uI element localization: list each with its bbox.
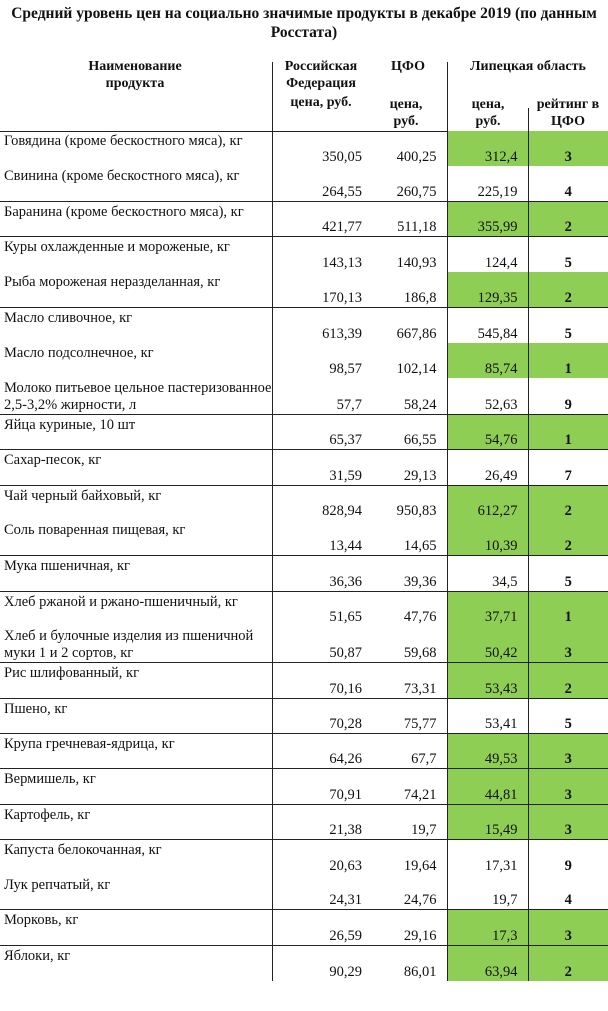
cfo-price-cell: 66,55 <box>372 415 447 450</box>
lipetsk-rank-cell: 4 <box>528 875 608 910</box>
lipetsk-rank-cell: 5 <box>528 556 608 591</box>
product-name-cell: Рыба мороженая неразделанная, кг <box>0 272 272 307</box>
table-row <box>0 237 608 272</box>
cfo-price-cell: 186,8 <box>372 272 447 307</box>
table-row <box>0 307 608 342</box>
rf-price-cell: 21,38 <box>272 804 372 839</box>
rf-price-cell: 20,63 <box>329 857 362 874</box>
cfo-price-cell: 29,16 <box>372 910 447 945</box>
rf-price-cell: 70,91 <box>272 769 372 804</box>
lipetsk-rank-cell: 2 <box>528 272 608 307</box>
rf-price-cell: 613,39 <box>322 325 362 342</box>
cfo-price-cell: 86,01 <box>372 945 447 980</box>
lipetsk-price-cell: 49,53 <box>447 733 528 768</box>
rf-price-cell: 264,55 <box>272 166 372 201</box>
divider <box>272 62 273 132</box>
product-name-cell: Мука пшеничная, кг <box>0 556 272 591</box>
lipetsk-price-cell: 225,19 <box>447 166 528 201</box>
cfo-price-cell: 67,7 <box>372 733 447 768</box>
table-row <box>0 663 608 698</box>
table-row <box>0 698 608 733</box>
lipetsk-rank-cell: 1 <box>528 343 608 378</box>
lipetsk-price-cell: 53,41 <box>447 698 528 733</box>
lipetsk-price-cell: 54,76 <box>447 415 528 450</box>
cfo-price-cell: 59,68 <box>372 626 447 663</box>
rf-price-cell: 90,29 <box>329 963 362 980</box>
product-name-cell: Баранина (кроме бескостного мяса), кг <box>0 202 272 237</box>
lipetsk-rank-cell: 1 <box>528 415 608 450</box>
cfo-price-cell: 19,7 <box>372 804 447 839</box>
lipetsk-rank-cell: 9 <box>564 857 572 874</box>
table-row <box>0 626 608 663</box>
rf-price-cell: 70,16 <box>272 663 372 698</box>
rf-price-cell: 57,7 <box>272 378 372 415</box>
product-name-cell: Лук репчатый, кг <box>0 875 272 910</box>
table-row <box>0 591 608 626</box>
table-row <box>0 945 608 980</box>
cfo-price-cell: 667,86 <box>372 307 447 342</box>
product-name-cell: Картофель, кг <box>0 804 272 839</box>
product-name-cell: Масло подсолнечное, кг <box>0 343 272 378</box>
table-row <box>0 272 608 307</box>
table-row <box>0 556 608 591</box>
cfo-price-cell: 400,25 <box>372 131 447 166</box>
lipetsk-rank-cell: 5 <box>564 325 572 342</box>
cfo-price-cell: 73,31 <box>372 663 447 698</box>
rf-price-cell: 51,65 <box>329 609 362 626</box>
cfo-price-cell: 19,64 <box>372 839 447 874</box>
lipetsk-price-cell: 10,39 <box>447 520 528 555</box>
cfo-price-cell: 74,21 <box>372 769 447 804</box>
lipetsk-price-cell: 15,49 <box>447 804 528 839</box>
lipetsk-rank-cell: 4 <box>528 166 608 201</box>
lipetsk-price-cell: 34,5 <box>447 556 528 591</box>
lipetsk-rank-cell: 3 <box>528 769 608 804</box>
lipetsk-rank-cell: 1 <box>528 591 608 626</box>
lipetsk-rank-cell: 3 <box>528 804 608 839</box>
product-name-cell: Говядина (кроме бескостного мяса), кг <box>0 131 272 166</box>
lipetsk-price-cell: 50,42 <box>447 626 528 663</box>
lipetsk-rank-cell: 2 <box>528 520 608 555</box>
lipetsk-price-cell: 17,31 <box>447 839 528 874</box>
lipetsk-rank-cell: 3 <box>528 733 608 768</box>
header-rf: Российская Федерация <box>284 59 358 91</box>
table-row <box>0 166 608 201</box>
product-name-cell: Сахар-песок, кг <box>0 450 272 485</box>
product-name-cell: Куры охлажденные и мороженые, кг <box>0 237 272 272</box>
lipetsk-rank-cell: 2 <box>528 202 608 237</box>
header-lipetsk: Липецкая область <box>470 59 586 74</box>
rf-price-cell: 31,59 <box>272 450 372 485</box>
table-row <box>0 733 608 768</box>
product-name-cell: Капуста белокочанная, кг <box>0 839 272 874</box>
rf-price-cell: 26,59 <box>272 910 372 945</box>
cfo-price-cell: 511,18 <box>372 202 447 237</box>
rf-price-cell: 143,13 <box>322 255 362 272</box>
rf-price-cell: 828,94 <box>322 503 362 520</box>
product-name-cell: Свинина (кроме бескостного мяса), кг <box>0 166 272 201</box>
lipetsk-price-cell: 37,71 <box>447 591 528 626</box>
product-name-cell: Чай черный байховый, кг <box>0 485 272 520</box>
lipetsk-rank-cell: 3 <box>528 131 608 166</box>
lipetsk-rank-cell: 7 <box>528 450 608 485</box>
cfo-price-cell: 140,93 <box>372 237 447 272</box>
rf-price-cell: 170,13 <box>272 272 372 307</box>
lipetsk-price-cell: 17,3 <box>447 910 528 945</box>
table-row <box>0 804 608 839</box>
lipetsk-rank-cell: 9 <box>528 378 608 415</box>
lipetsk-price-cell: 124,4 <box>447 237 528 272</box>
lipetsk-price-cell: 355,99 <box>447 202 528 237</box>
lipetsk-price-cell: 52,63 <box>447 378 528 415</box>
price-table <box>0 131 608 981</box>
lipetsk-rank-cell: 2 <box>528 945 608 980</box>
lipetsk-price-cell: 545,84 <box>447 307 528 342</box>
lipetsk-rank-cell: 5 <box>528 698 608 733</box>
lipetsk-rank-cell: 2 <box>528 663 608 698</box>
header-cfo: ЦФО <box>391 59 425 74</box>
divider <box>447 62 448 132</box>
product-name-cell: Вермишель, кг <box>0 769 272 804</box>
lipetsk-rank-cell: 5 <box>564 255 572 272</box>
rf-price-cell: 36,36 <box>272 556 372 591</box>
product-name-cell: Масло сливочное, кг <box>0 307 272 342</box>
table-row <box>0 875 608 910</box>
cfo-price-cell: 39,36 <box>372 556 447 591</box>
lipetsk-price-cell: 129,35 <box>447 272 528 307</box>
cfo-price-cell: 24,76 <box>372 875 447 910</box>
product-name-cell: Яйца куриные, 10 шт <box>0 415 272 450</box>
table-row <box>0 910 608 945</box>
divider <box>528 108 529 132</box>
cfo-price-cell: 14,65 <box>372 520 447 555</box>
table-row <box>0 520 608 555</box>
lipetsk-price-cell: 44,81 <box>447 769 528 804</box>
lipetsk-rank-cell: 2 <box>528 485 608 520</box>
product-name-cell: Соль поваренная пищевая, кг <box>0 520 272 555</box>
lipetsk-price-cell: 63,94 <box>447 945 528 980</box>
lipetsk-price-cell: 19,7 <box>447 875 528 910</box>
product-name-cell: Яблоки, кг <box>0 945 272 980</box>
table-row <box>0 450 608 485</box>
product-name-cell: Морковь, кг <box>0 910 272 945</box>
lipetsk-price-cell: 312,4 <box>447 131 528 166</box>
table-row <box>0 343 608 378</box>
header-rf-price: цена, руб. <box>290 95 352 110</box>
rf-price-cell: 98,57 <box>329 361 362 378</box>
header-product-name: Наименование продукта <box>88 59 182 91</box>
product-name-cell: Хлеб и булочные изделия из пшеничной муки 1 и 2 сортов, кг <box>0 626 272 663</box>
rf-price-cell: 24,31 <box>272 875 372 910</box>
cfo-price-cell: 260,75 <box>372 166 447 201</box>
header-lipetsk-price: цена, руб. <box>471 97 505 129</box>
cfo-price-cell: 102,14 <box>372 343 447 378</box>
rf-price-cell: 50,87 <box>272 626 372 663</box>
lipetsk-rank-cell: 3 <box>528 910 608 945</box>
lipetsk-price-cell: 612,27 <box>447 485 528 520</box>
table-row <box>0 769 608 804</box>
table-row <box>0 202 608 237</box>
lipetsk-price-cell: 26,49 <box>447 450 528 485</box>
lipetsk-price-cell: 53,43 <box>447 663 528 698</box>
product-name-cell: Крупа гречневая-ядрица, кг <box>0 733 272 768</box>
cfo-price-cell: 58,24 <box>372 378 447 415</box>
table-row <box>0 415 608 450</box>
cfo-price-cell: 75,77 <box>372 698 447 733</box>
header-lipetsk-rank: рейтинг в ЦФО <box>536 97 600 129</box>
rf-price-cell: 70,28 <box>272 698 372 733</box>
rf-price-cell: 65,37 <box>272 415 372 450</box>
cfo-price-cell: 950,83 <box>372 485 447 520</box>
product-name-cell: Пшено, кг <box>0 698 272 733</box>
table-row <box>0 378 608 415</box>
header-cfo-price: цена, руб. <box>389 97 423 129</box>
page-title: Средний уровень цен на социально значимые продукты в декабре 2019 (по данным Росстата) <box>11 5 597 41</box>
cfo-price-cell: 29,13 <box>372 450 447 485</box>
table-row <box>0 485 608 520</box>
product-name-cell: Молоко питьевое цельное пастеризованное 2,5-3,2% жирности, л <box>0 378 272 415</box>
product-name-cell: Рис шлифованный, кг <box>0 663 272 698</box>
rf-price-cell: 64,26 <box>272 733 372 768</box>
cfo-price-cell: 47,76 <box>372 591 447 626</box>
table-row <box>0 839 608 874</box>
lipetsk-price-cell: 85,74 <box>447 343 528 378</box>
rf-price-cell: 13,44 <box>272 520 372 555</box>
rf-price-cell: 421,77 <box>272 202 372 237</box>
product-name-cell: Хлеб ржаной и ржано-пшеничный, кг <box>0 591 272 626</box>
lipetsk-rank-cell: 3 <box>528 626 608 663</box>
table-row <box>0 131 608 166</box>
rf-price-cell: 350,05 <box>322 149 362 166</box>
